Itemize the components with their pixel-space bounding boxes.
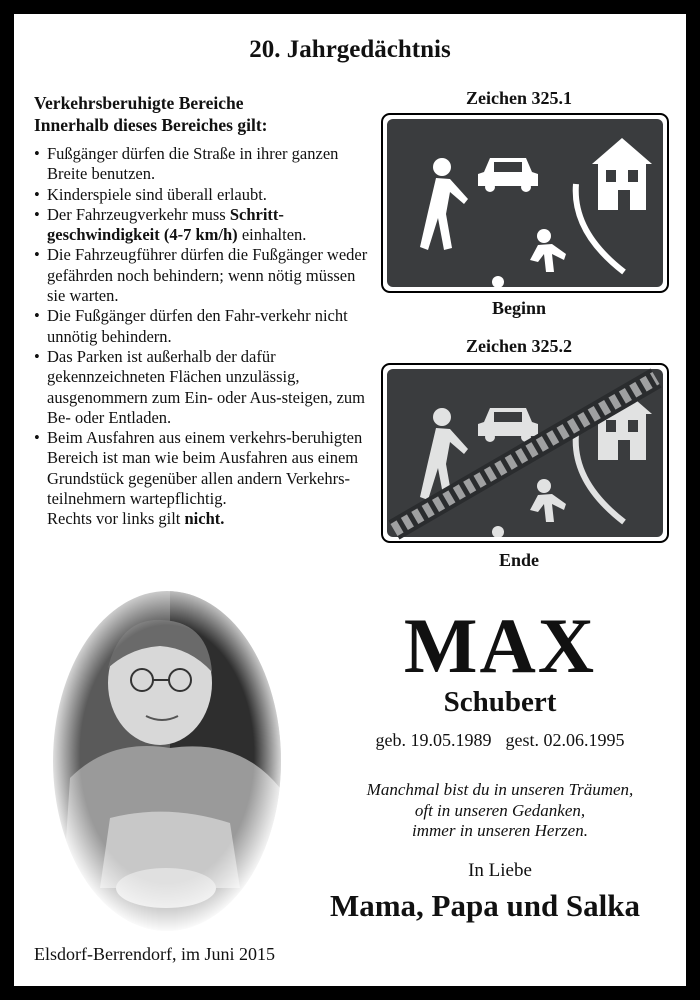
sign1-label: Zeichen 325.1 <box>466 88 572 108</box>
rule-item: • Die Fußgänger dürfen den Fahr-verkehr nicht unnötig behindern. <box>34 306 374 347</box>
play-street-sign-end <box>380 362 670 544</box>
rule-item: • Das Parken ist außerhalb der dafür gekennzeichneten Flächen unzulässig, ausgenommern zum Ein- oder Aus-steigen, zum Be- oder Entladen. <box>34 347 374 428</box>
page-title: 20. Jahrgedächtnis <box>249 36 451 63</box>
not-emphasis: nicht. <box>184 509 225 529</box>
rules-column <box>34 92 374 530</box>
poem-line: Manchmal bist du in unseren Träumen, <box>366 780 634 799</box>
play-street-sign-begin <box>380 112 670 294</box>
death-date: gest. 02.06.1995 <box>505 730 625 750</box>
in-love-line: In Liebe <box>468 860 532 881</box>
memorial-poem <box>314 780 686 842</box>
rule-item: • Fußgänger dürfen die Straße in ihrer ganzen Breite benutzen. <box>34 144 374 185</box>
deceased-first-name: MAX <box>403 602 597 689</box>
rule-item: • Die Fahrzeugführer dürfen die Fußgänger weder gefährden noch behindern; wenn nötig müssen sie warten. <box>34 245 374 306</box>
speed-emphasis: Schritt-geschwindigkeit (4-7 km/h) <box>47 204 284 245</box>
poem-line: immer in unseren Herzen. <box>412 821 588 840</box>
sign2-label: Zeichen 325.2 <box>466 336 572 356</box>
life-dates <box>314 730 686 751</box>
rule-item: • Der Fahrzeugverkehr muss Schritt-geschwindigkeit (4-7 km/h) einhalten. <box>34 205 374 246</box>
rules-subheading: Innerhalb dieses Bereiches gilt: <box>34 115 268 135</box>
sign2-caption: Ende <box>498 550 540 570</box>
family-signature: Mama, Papa und Salka <box>329 888 641 923</box>
birth-date: geb. 19.05.1989 <box>375 730 492 750</box>
deceased-last-name: Schubert <box>443 686 557 718</box>
rule-tail: Rechts vor links gilt nicht. <box>47 509 225 529</box>
place-and-date: Elsdorf-Berrendorf, im Juni 2015 <box>34 944 275 964</box>
portrait-photo <box>50 588 284 934</box>
poem-line: oft in unseren Gedanken, <box>414 800 586 820</box>
rule-item: • Kinderspiele sind überall erlaubt. <box>34 185 374 205</box>
rule-item: • Beim Ausfahren aus einem verkehrs-beruhigten Bereich ist man wie beim Ausfahren aus einem Grundstück gegenüber allen andern Verkehrs-teilnehmern wartepflichtig. <box>34 428 374 509</box>
rules-list <box>34 144 374 509</box>
sign1-caption: Beginn <box>491 298 547 318</box>
obituary-page <box>14 14 686 986</box>
rules-heading: Verkehrsberuhigte Bereiche <box>34 93 244 113</box>
ball-icon <box>492 276 504 288</box>
